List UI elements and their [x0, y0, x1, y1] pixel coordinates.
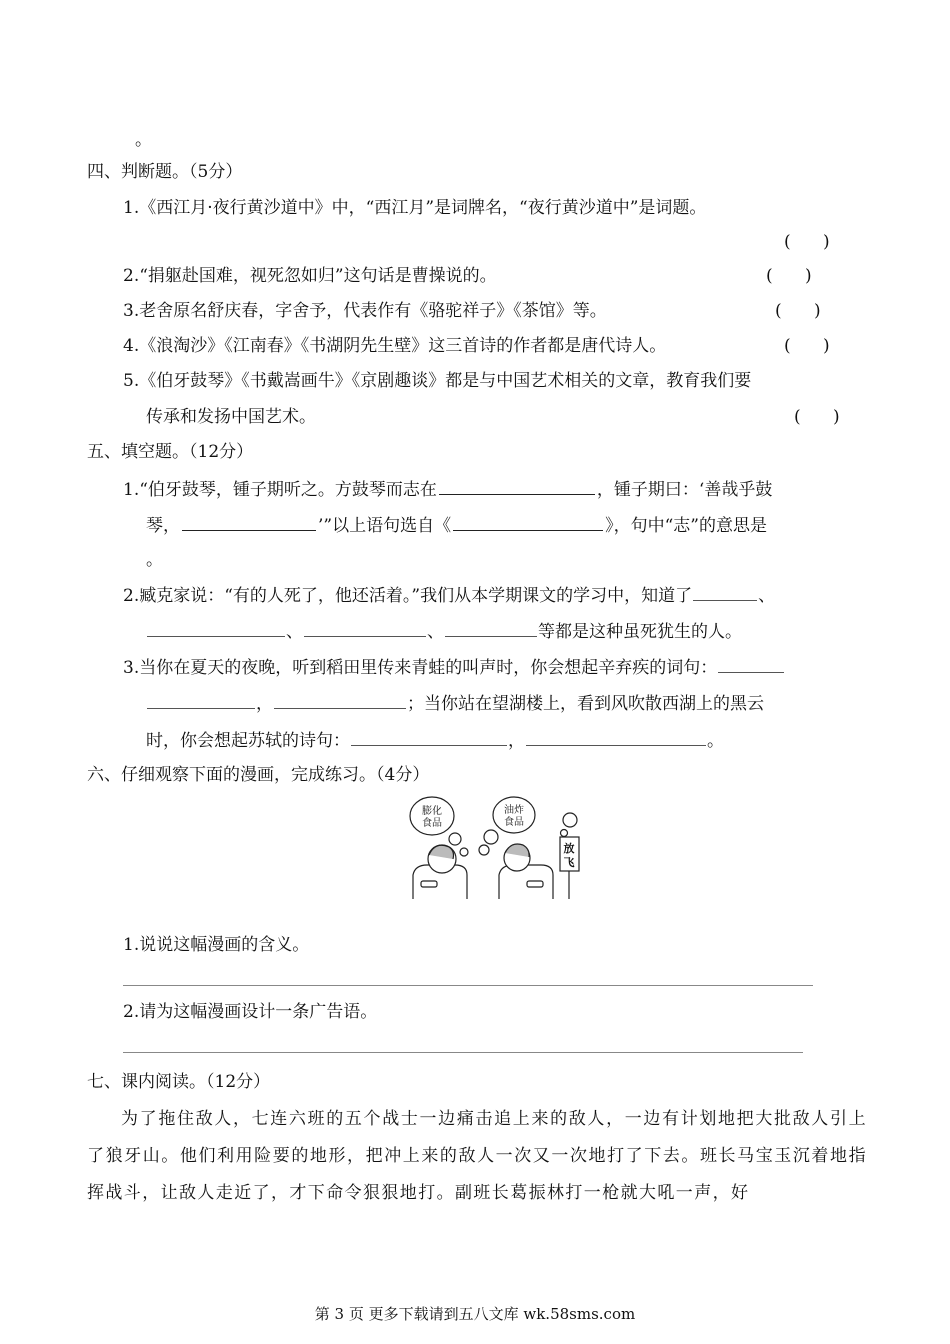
bubble-1-line-1: 膨化 — [422, 806, 442, 817]
fill-q3-line1 — [123, 656, 785, 680]
judge-item-5: 5.《伯牙鼓琴》《书戴嵩画牛》《京剧趣谈》都是与中国艺术相关的文章，教育我们要 — [123, 371, 752, 391]
bubble-1-line-2: 食品 — [422, 818, 442, 829]
blank-q3-2[interactable] — [274, 692, 406, 709]
fill-q1-text-a: 1.“伯牙鼓琴，锺子期听之。方鼓琴而志在 — [123, 480, 437, 500]
answer-paren-2[interactable]: ( ) — [766, 266, 812, 286]
blank-q3-3[interactable] — [351, 729, 507, 746]
blank-q3-4[interactable] — [526, 729, 706, 746]
answer-line-cartoon-q2[interactable] — [123, 1052, 803, 1053]
blank-q1-3[interactable] — [453, 512, 603, 531]
fill-q3-text-e: ， — [508, 731, 525, 751]
judge-item-1: 1.《西江月·夜行黄沙道中》中，“西江月”是词牌名，“夜行黄沙道中”是词题。 — [123, 198, 707, 218]
judge-item-5-cont: 传承和发扬中国艺术。 — [146, 407, 316, 427]
cartoon-q2: 2.请为这幅漫画设计一条广告语。 — [123, 1002, 378, 1022]
fill-q2-line1 — [123, 584, 775, 608]
section-6-heading: 六、仔细观察下面的漫画，完成练习。（4分） — [87, 765, 430, 785]
answer-paren-4[interactable]: ( ) — [784, 336, 830, 356]
answer-paren-3[interactable]: ( ) — [775, 301, 821, 321]
blank-q2-1[interactable] — [693, 584, 757, 601]
cartoon-q1: 1.说说这幅漫画的含义。 — [123, 935, 310, 955]
fill-q2-text-d: 、 — [427, 622, 444, 642]
fill-q2-text-a: 2.臧克家说：“有的人死了，他还活着。”我们从本学期课文的学习中，知道了 — [123, 586, 693, 606]
section-7-heading: 七、课内阅读。（12分） — [87, 1072, 271, 1092]
page-footer: 第 3 页 更多下载请到五八文库 wk.58sms.com — [314, 1305, 636, 1323]
cartoon-illustration — [405, 795, 585, 899]
reading-passage: 为了拖住敌人，七连六班的五个战士一边痛击追上来的敌人，一边有计划地把大批敌人引上了狼牙山。他们利用险要的地形，把冲上来的敌人一次又一次地打了下去。班长马宝玉沉着地指挥战斗，让敌人走近了，才下命令狠狠地打。副班长葛振林打一枪就大吼一声，好 — [87, 1109, 867, 1203]
blank-q2-3[interactable] — [304, 620, 426, 637]
answer-paren-1[interactable]: ( ) — [784, 232, 830, 252]
section-4-heading: 四、判断题。（5分） — [87, 162, 243, 182]
fill-q1-text-e: 》，句中“志”的意思是 — [605, 516, 767, 536]
blank-q3-1a[interactable] — [718, 656, 784, 673]
fill-q3-line2 — [146, 692, 764, 716]
bubble-2-line-1: 油炸 — [504, 805, 524, 816]
fill-q1-text-d: ’”以上语句选自《 — [318, 516, 452, 536]
blank-q1-2[interactable] — [182, 512, 316, 531]
judge-item-2: 2.“捐躯赴国难，视死忽如归”这句话是曹操说的。 — [123, 266, 497, 286]
judge-item-3: 3.老舍原名舒庆春，字舍予，代表作有《骆驼祥子》《茶馆》等。 — [123, 301, 607, 321]
sign-char-1: 放 — [563, 842, 575, 855]
judge-item-4: 4.《浪淘沙》《江南春》《书湖阴先生壁》这三首诗的作者都是唐代诗人。 — [123, 336, 667, 356]
answer-line-cartoon-q1[interactable] — [123, 985, 813, 986]
blank-q1-1[interactable] — [439, 476, 595, 495]
fill-q2-text-b: 、 — [758, 586, 776, 606]
blank-q2-2[interactable] — [147, 620, 285, 637]
fill-q3-text-f: 。 — [707, 731, 724, 751]
fill-q1-text-f: 。 — [146, 550, 163, 570]
blank-q2-4[interactable] — [445, 620, 537, 637]
answer-paren-5[interactable]: ( ) — [794, 407, 840, 427]
bubble-2-line-2: 食品 — [504, 817, 524, 828]
fill-q2-line2 — [146, 620, 742, 644]
fill-q2-text-c: 、 — [286, 622, 303, 642]
fill-q3-text-c: ；当你站在望湖楼上，看到风吹散西湖上的黑云 — [407, 694, 764, 714]
fill-q3-text-a: 3.当你在夏天的夜晚，听到稻田里传来青蛙的叫声时，你会想起辛弃疾的词句： — [123, 658, 718, 678]
fill-q3-text-d: 时，你会想起苏轼的诗句： — [146, 731, 350, 751]
fill-q1-line2 — [146, 512, 767, 538]
fill-q2-text-e: 等都是这种虽死犹生的人。 — [538, 622, 742, 642]
section-5-heading: 五、填空题。（12分） — [87, 442, 254, 462]
sign-char-2: 飞 — [563, 856, 575, 869]
fill-q1-line3[interactable] — [146, 548, 163, 572]
fill-q1-text-b: ，锺子期曰：‘善哉乎鼓 — [596, 480, 773, 500]
backpack-right — [499, 865, 553, 899]
continued-fragment: 。 — [135, 130, 152, 150]
fill-q3-line3 — [146, 729, 724, 753]
fill-q1-line1 — [123, 476, 772, 502]
fill-q3-text-b: ， — [256, 694, 273, 714]
blank-q3-1b[interactable] — [147, 692, 255, 709]
fill-q1-text-c: 琴， — [146, 516, 180, 536]
